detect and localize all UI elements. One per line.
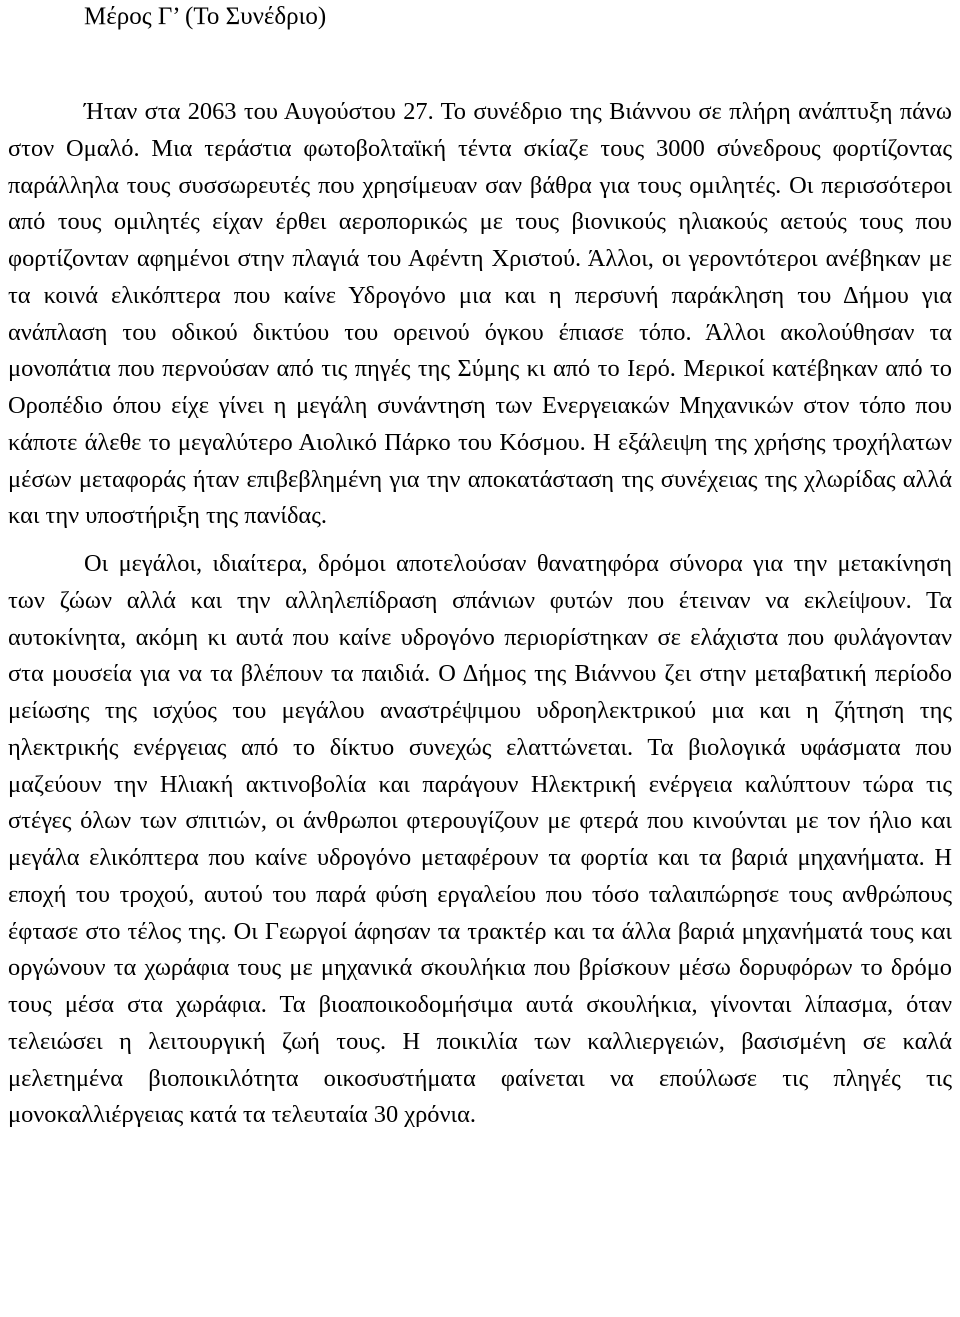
paragraph-1: Ήταν στα 2063 του Αυγούστου 27. Το συνέδριο της Βιάννου σε πλήρη ανάπτυξη πάνω στον Ομαλό. Μια τεράστια φωτοβολταϊκή τέντα σκίαζε τους 3000 σύνεδρους φορτίζοντας παράλληλα τους συσσωρευτές που χρησίμευαν σαν βάθρα για τους ομιλητές. Οι περισσότεροι από τους ομιλητές είχαν έρθει αεροπορικώς με τους βιονικούς ηλιακούς αετούς τους που φορτίζονταν αφημένοι στην πλαγιά του Αφέντη Χριστού. Άλλοι, οι γεροντότεροι ανέβηκαν με τα κοινά ελικόπτερα που καίνε Υδρογόνο μια και η περσυνή παράκληση του Δήμου για ανάπλαση του οδικού δικτύου του ορεινού όγκου έπιασε τόπο. Άλλοι ακολούθησαν τα μονοπάτια που περνούσαν από τις πηγές της Σύμης κι από το Ιερό. Μερικοί κατέβηκαν από το Οροπέδιο όπου είχε γίνει η μεγάλη συνάντηση των Ενεργειακών Μηχανικών στον τόπο που κάποτε άλεθε το μεγαλύτερο Αιολικό Πάρκο του Κόσμου. Η εξάλειψη της χρήσης τροχήλατων μέσων μεταφοράς ήταν επιβεβλημένη για την αποκατάσταση της συνέχειας της χλωρίδας αλλά και την υποστήριξη της πανίδας. xyxy=(8,98,952,530)
chapter-title: Μέρος Γ’ (Το Συνέδριο) xyxy=(84,3,327,30)
document-page xyxy=(8,0,952,1134)
paragraph-2: Οι μεγάλοι, ιδιαίτερα, δρόμοι αποτελούσαν θανατηφόρα σύνορα για την μετακίνηση των ζώων αλλά και την αλληλεπίδραση σπάνιων φυτών που έτειναν να εκλείψουν. Τα αυτοκίνητα, ακόμη κι αυτά που καίνε υδρογόνο περιορίστηκαν σε ελάχιστα που φυλάγονταν στα μουσεία για να τα βλέπουν τα παιδιά. Ο Δήμος της Βιάννου ζει στην μεταβατική περίοδο μείωσης της ισχύος του μεγάλου αναστρέψιμου υδροηλεκτρικού μια και η ζήτηση της ηλεκτρικής ενέργειας από το δίκτυο συνεχώς ελαττώνεται. Τα βιολογικά υφάσματα που μαζεύουν την Ηλιακή ακτινοβολία και παράγουν Ηλεκτρική ενέργεια καλύπτουν τώρα τις στέγες όλων των σπιτιών, οι άνθρωποι φτερουγίζουν με φτερά που κινούνται με τον ήλιο και μεγάλα ελικόπτερα που καίνε υδρογόνο μεταφέρουν τα φορτία και τα βαριά μηχανήματα. Η εποχή του τροχού, αυτού του παρά φύση εργαλείου που τόσο ταλαιπώρησε τους ανθρώπους έφτασε στο τέλος της. Οι Γεωργοί άφησαν τα τρακτέρ και τα άλλα βαριά μηχανήματά τους και οργώνουν τα χωράφια τους με μηχανικά σκουλήκια που βρίσκουν μέσω δορυφόρων το δρόμο τους μέσα στα χωράφια. Τα βιοαποικοδομήσιμα αυτά σκουλήκια, γίνονται λίπασμα, όταν τελειώσει η λειτουργική ζωή τους. Η ποικιλία των καλλιεργειών, βασισμένη σε καλά μελετημένα βιοποικιλότητα οικοσυστήματα φαίνεται να επούλωσε τις πληγές τις μονοκαλλιέργειας κατά τα τελευταία 30 χρόνια. xyxy=(8,550,952,1129)
